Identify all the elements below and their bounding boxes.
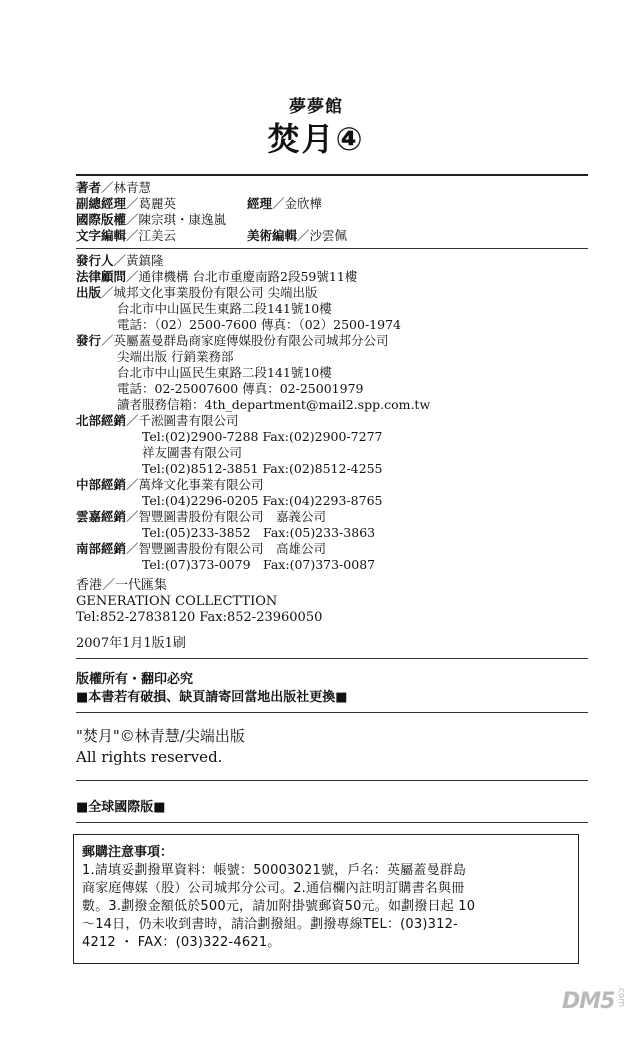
credit-value: 陳宗琪・康逸嵐 bbox=[138, 212, 227, 227]
defect-notice: ■本書若有破損、缺頁請寄回當地出版社更換■ bbox=[76, 690, 348, 705]
copyright-line: "焚月"©林青慧/尖端出版 bbox=[76, 727, 245, 745]
distributor-name: 萬烽文化事業有限公司 bbox=[138, 477, 264, 492]
distributor-tel: Tel:(07)373-0079 Fax:(07)373-0087 bbox=[142, 557, 376, 572]
watermark-domain: .com bbox=[616, 985, 626, 1008]
credit-manager: 經理／金欣樺 bbox=[247, 196, 323, 211]
mail-order-title: 郵購注意事項： bbox=[82, 845, 174, 860]
distributor-name: 智豐圖書股份有限公司 嘉義公司 bbox=[138, 509, 327, 524]
publisher-issuer: 發行人／黃鎮隆 bbox=[76, 253, 164, 268]
distributor-label: 北部經銷 bbox=[76, 413, 127, 428]
hongkong-company: GENERATION COLLECTTION bbox=[76, 594, 278, 609]
divider bbox=[76, 658, 588, 659]
publisher-phone: 電話：（02）2500-7600 傳真：（02）2500-1974 bbox=[117, 317, 401, 332]
mail-order-line: 商家庭傳媒（股）公司城邦分公司。2.通信欄內註明訂購書名與冊 bbox=[82, 881, 465, 896]
mail-order-line: 數。3.劃撥金額低於500元，請加附掛號郵資50元。如劃撥日起 10 bbox=[82, 899, 476, 914]
divider bbox=[76, 712, 588, 713]
publisher-value: 城邦文化事業股份有限公司 尖端出版 bbox=[113, 285, 318, 300]
publisher-address: 台北市中山區民生東路二段141號10樓 bbox=[117, 301, 332, 316]
all-rights-reserved: All rights reserved. bbox=[76, 748, 223, 766]
divider bbox=[76, 174, 588, 176]
distributor-yunchia: 雲嘉經銷／智豐圖書股份有限公司 嘉義公司 bbox=[76, 509, 327, 524]
credit-editor: 文字編輯／江美云 美術編輯／沙雲佩 bbox=[76, 228, 348, 243]
hongkong-name: 一代匯集 bbox=[115, 578, 168, 593]
credit-label: 著者 bbox=[76, 180, 102, 195]
credit-label: 美術編輯 bbox=[247, 228, 298, 243]
credit-label: 副總經理 bbox=[76, 196, 127, 211]
publisher-label: 法律顧問 bbox=[76, 269, 127, 284]
mail-order-box bbox=[73, 834, 579, 964]
mail-order-body bbox=[82, 862, 570, 952]
dist-address: 台北市中山區民生東路二段141號10樓 bbox=[117, 365, 332, 380]
distributor-label: 雲嘉經銷 bbox=[76, 509, 127, 524]
distributor-label: 中部經銷 bbox=[76, 477, 127, 492]
site-watermark bbox=[560, 975, 630, 1035]
distributor-label: 南部經銷 bbox=[76, 541, 127, 556]
publisher-label: 出版 bbox=[76, 285, 102, 300]
dist-email: 讀者服務信箱：4th_department@mail2.spp.com.tw bbox=[117, 397, 431, 412]
publisher-pub: 出版／城邦文化事業股份有限公司 尖端出版 bbox=[76, 285, 318, 300]
distributor-tel: Tel:(05)233-3852 Fax:(05)233-3863 bbox=[142, 525, 376, 540]
publisher-value: 黃鎮隆 bbox=[126, 253, 164, 268]
credit-value: 葛麗英 bbox=[138, 196, 177, 211]
credit-value: 林青慧 bbox=[113, 180, 152, 195]
distributor-name: 智豐圖書股份有限公司 高雄公司 bbox=[138, 541, 327, 556]
distributor-tel: Tel:(04)2296-0205 Fax:(04)2293-8765 bbox=[142, 493, 383, 508]
distributor-name: 祥友圖書有限公司 bbox=[142, 445, 243, 460]
divider bbox=[76, 822, 588, 823]
credit-label: 國際版權 bbox=[76, 212, 127, 227]
credit-deputy-gm: 副總經理／葛麗英 經理／金欣樺 bbox=[76, 196, 323, 211]
distributor-tel: Tel:(02)8512-3851 Fax:(02)8512-4255 bbox=[142, 461, 383, 476]
publisher-label: 發行 bbox=[76, 333, 102, 348]
publisher-value: 通律機構 台北市重慶南路2段59號11樓 bbox=[138, 269, 358, 284]
credit-label: 經理 bbox=[247, 196, 273, 211]
dist-phone: 電話：02-25007600 傳真：02-25001979 bbox=[117, 381, 364, 396]
hongkong-tel: Tel:852-27838120 Fax:852-23960050 bbox=[76, 610, 323, 625]
distributor-south: 南部經銷／智豐圖書股份有限公司 高雄公司 bbox=[76, 541, 327, 556]
divider bbox=[76, 248, 588, 249]
dist-department: 尖端出版 行銷業務部 bbox=[117, 349, 234, 364]
distributor-north-1: 北部經銷／千淞圖書有限公司 bbox=[76, 413, 239, 428]
rights-reserved-notice: 版權所有・翻印必究 bbox=[76, 672, 194, 687]
credit-art-editor: 美術編輯／沙雲佩 bbox=[247, 228, 348, 243]
credit-value: 江美云 bbox=[138, 228, 177, 243]
watermark-logo: DM5 bbox=[562, 989, 615, 1014]
mail-order-line: 1.請填妥劃撥單資料：帳號：50003021號，戶名：英屬蓋曼群島 bbox=[82, 863, 467, 878]
global-edition-label: ■全球國際版■ bbox=[76, 800, 166, 815]
credit-value: 沙雲佩 bbox=[309, 228, 348, 243]
publisher-label: 發行人 bbox=[76, 253, 114, 268]
mail-order-line: 4212 ・ FAX：(03)322-4621。 bbox=[82, 935, 281, 950]
credit-rights: 國際版權／陳宗琪・康逸嵐 bbox=[76, 212, 227, 227]
divider bbox=[76, 780, 588, 781]
book-title: 焚月④ bbox=[267, 120, 365, 158]
credit-value: 金欣樺 bbox=[284, 196, 323, 211]
credit-label: 文字編輯 bbox=[76, 228, 127, 243]
distributor-tel: Tel:(02)2900-7288 Fax:(02)2900-7277 bbox=[142, 429, 383, 444]
distributor-name: 千淞圖書有限公司 bbox=[138, 413, 239, 428]
series-name: 夢夢館 bbox=[289, 97, 343, 117]
hongkong-label: 香港 bbox=[76, 578, 103, 593]
distributor-central: 中部經銷／萬烽文化事業有限公司 bbox=[76, 477, 264, 492]
publisher-dist: 發行／英屬蓋曼群島商家庭傳媒股份有限公司城邦分公司 bbox=[76, 333, 389, 348]
edition-date: 2007年1月1版1刷 bbox=[76, 636, 186, 651]
credit-author: 著者／林青慧 bbox=[76, 180, 152, 195]
publisher-value: 英屬蓋曼群島商家庭傳媒股份有限公司城邦分公司 bbox=[113, 333, 389, 348]
publisher-legal: 法律顧問／通律機構 台北市重慶南路2段59號11樓 bbox=[76, 269, 358, 284]
mail-order-line: ～14日，仍未收到書時，請洽劃撥組。劃撥專線TEL：(03)312- bbox=[82, 917, 458, 932]
hongkong-distributor: 香港／一代匯集 bbox=[76, 578, 168, 593]
